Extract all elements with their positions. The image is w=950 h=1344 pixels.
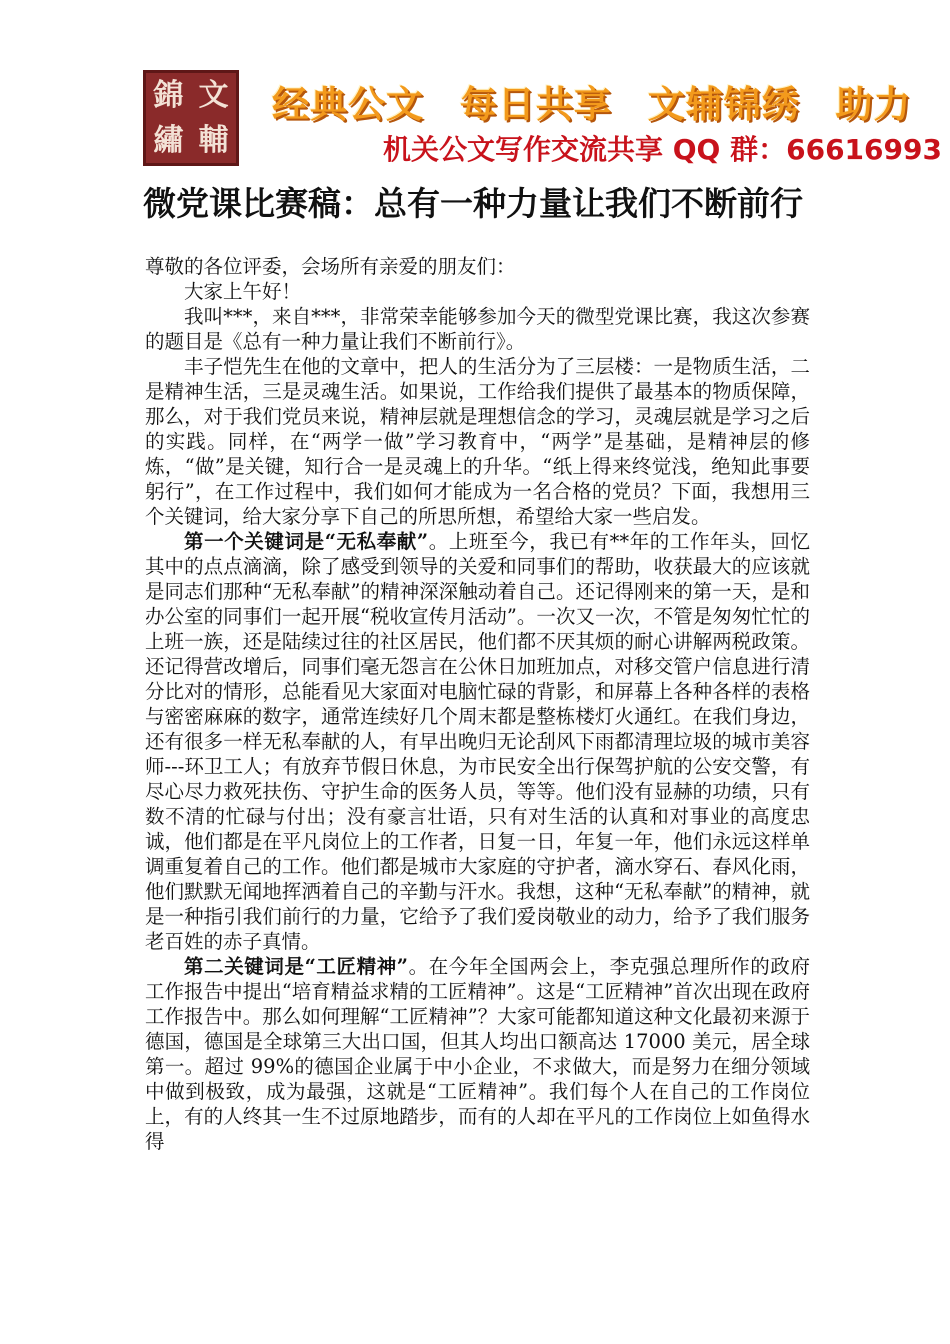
keyword-heading: 第二关键词是“工匠精神”: [184, 955, 409, 978]
paragraph-text: 。上班至今，我已有**年的工作年头，回忆其中的点点滴滴，除了感受到领导的关爱和同事们的帮助，收获最大的应该就是同志们那种“无私奉献”的精神深深触动着自己。还记得刚来的第一天，是和办公室的同事们一起开展“税收宣传月活动”。一次又一次，不管是匆匆忙忙的上班一族，还是陆续过往的社区居民，他们都不厌其烦的耐心讲解两税政策。还记得营改增后，同事们毫无怨言在公休日加班加点，对移交管户信息进行清分比对的情形，总能看见大家面对电脑忙碌的背影，和屏幕上各种各样的表格与密密麻麻的数字，通常连续好几个周末都是整栋楼灯火通红。在我们身边，还有很多一样无私奉献的人，有早出晚归无论刮风下雨都清理垃圾的城市美容师---环卫工人；有放弃节假日休息，为市民安全出行保驾护航的公安交警，有尽心尽力救死扶伤、守护生命的医务人员，等等。他们没有显赫的功绩，只有数不清的忙碌与付出；没有豪言壮语，只有对生活的认真和对事业的高度忠诚，他们都是在平凡岗位上的工作者，日复一日，年复一年，他们永远这样单调重复着自己的工作。他们都是城市大家庭的守护者，滴水穿石、春风化雨，他们默默无闻地挥洒着自己的辛勤与汗水。我想，这种“无私奉献”的精神，就是一种指引我们前行的力量，它给予了我们爱岗敬业的动力，给予了我们服务老百姓的赤子真情。: [145, 530, 810, 953]
paragraph-text: 。在今年全国两会上，李克强总理所作的政府工作报告中提出“培育精益求精的工匠精神”。这是“工匠精神”首次出现在政府工作报告中。那么如何理解“工匠精神”？大家可能都知道这种文化最初来源于德国，德国是全球第三大出口国，但其人均出口额高达 17000 美元，居全球第一。超过 99%的德国企业属于中小企业，不求做大，而是努力在细分领域中做到极致，成为最强，这就是“工匠精神”。我们每个人在自己的工作岗位上，有的人终其一生不过原地踏步，而有的人却在平凡的工作岗位上如鱼得水得: [145, 955, 810, 1153]
document-title: 微党课比赛稿：总有一种力量让我们不断前行: [143, 184, 803, 223]
paragraph: 丰子恺先生在他的文章中，把人的生活分为了三层楼：一是物质生活，二是精神生活，三是灵魂生活。如果说，工作给我们提供了最基本的物质保障，那么，对于我们党员来说，精神层就是理想信念的学习，灵魂层就是学习之后的实践。同样，在“两学一做”学习教育中，“两学”是基础，是精神层的修炼，“做”是关键，知行合一是灵魂上的升华。“纸上得来终觉浅，绝知此事要躬行”，在工作过程中，我们如何才能成为一名合格的党员？下面，我想用三个关键词，给大家分享下自己的所思所想，希望给大家一些启发。: [145, 355, 810, 528]
paragraph: 我叫***，来自***，非常荣幸能够参加今天的微型党课比赛，我这次参赛的题目是《总有一种力量让我们不断前行》。: [145, 305, 810, 353]
document-body: [145, 254, 810, 1154]
greeting: 大家上午好！: [184, 280, 302, 303]
slogan-item: 经典公文: [272, 83, 424, 126]
keyword-heading: 第一个关键词是“无私奉献”: [184, 530, 429, 553]
slogan-item: 每日共享: [459, 83, 612, 126]
salutation: 尊敬的各位评委，会场所有亲爱的朋友们：: [145, 255, 516, 278]
seal-logo: [143, 70, 239, 166]
slogan-item: 助力: [835, 83, 912, 126]
header-banner: [0, 60, 950, 170]
seal-char: 輔: [198, 123, 229, 158]
paragraph: [145, 529, 810, 954]
banner-slogan: [272, 74, 934, 128]
seal-char: 錦: [153, 78, 184, 113]
seal-char: 繡: [153, 123, 184, 158]
qq-group-line: 机关公文写作交流共享 QQ 群：66616993: [383, 133, 942, 166]
seal-char: 文: [198, 78, 229, 113]
paragraph: [145, 954, 810, 1154]
slogan-item: 文辅锦绣: [647, 83, 800, 126]
